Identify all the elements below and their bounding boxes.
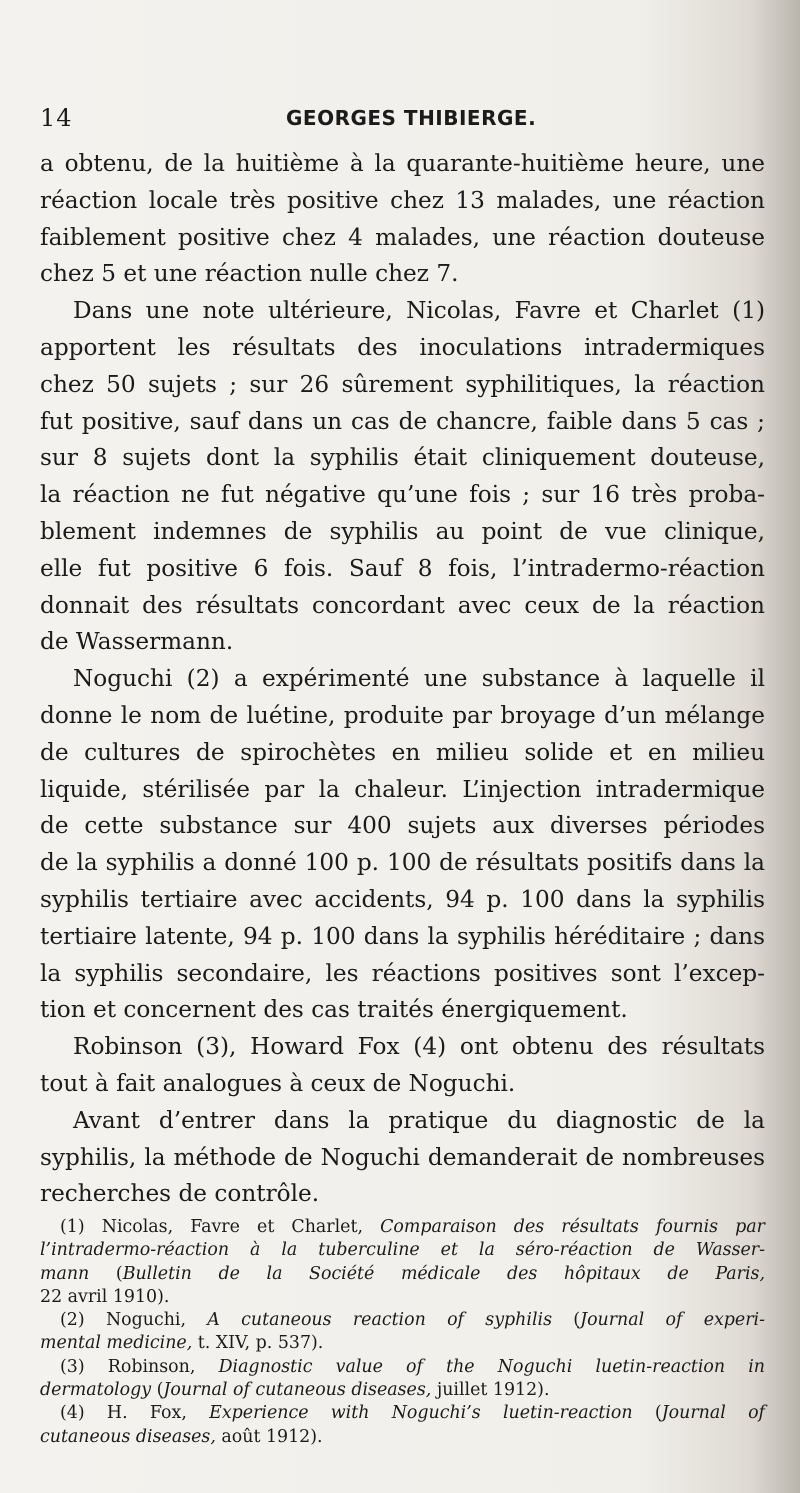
text-line: recherches de contrôle.: [40, 1180, 320, 1208]
text-line: de Wassermann.: [40, 628, 234, 656]
page-header: [40, 104, 770, 140]
footnote-text: (2) Noguchi,: [60, 1310, 208, 1331]
footnote-line: [40, 1379, 765, 1402]
text-line: donne le nom de luétine, produite par broyage d’un mélange: [40, 701, 765, 729]
text-line: donnait des résultats concordant avec ceux de la réaction: [40, 591, 765, 619]
footnote-text: juillet 1912).: [431, 1380, 550, 1401]
text-line: la syphilis secondaire, les réactions positives sont l’excep-: [40, 959, 765, 987]
footnote-text: août 1912).: [215, 1426, 323, 1447]
footnote-line: [40, 1286, 765, 1309]
footnote-1: [40, 1216, 765, 1309]
page-number: 14: [40, 104, 73, 132]
text-line: elle fut positive 6 fois. Sauf 8 fois, l’intradermo-réaction: [40, 554, 765, 582]
text-line: tion et concernent des cas traités énergiquement.: [40, 996, 628, 1024]
footnote-line: [40, 1309, 765, 1332]
footnote-3: [40, 1356, 765, 1403]
text-line: la réaction ne fut négative qu’une fois ; sur 16 très proba-: [40, 481, 765, 509]
footnote-text: (1) Nicolas, Favre et Charlet,: [60, 1217, 381, 1237]
footnote-text: (: [89, 1263, 123, 1284]
footnote-text: t. XIV, p. 537).: [192, 1333, 324, 1354]
footnote-text: (: [552, 1310, 581, 1331]
footnote-italic-text: l’intradermo-réaction à la tuberculine et la séro-réaction de Wasser-: [40, 1240, 765, 1261]
footnote-italic-text: mental medicine,: [40, 1333, 193, 1354]
footnote-italic-text: Experience with Noguchi’s luetin-reaction: [209, 1403, 633, 1424]
text-line: Noguchi (2) a expérimenté une substance à laquelle il: [73, 665, 765, 693]
text-line: Robinson (3), Howard Fox (4) ont obtenu des résultats: [73, 1033, 765, 1061]
footnote-italic-text: Comparaison des résultats fournis par: [380, 1217, 765, 1237]
text-line: de la syphilis a donné 100 p. 100 de résultats positifs dans la: [40, 849, 765, 877]
footnote-text: 22 avril 1910).: [40, 1286, 170, 1307]
text-line: faiblement positive chez 4 malades, une réaction douteuse: [40, 223, 765, 251]
text-line: réaction locale très positive chez 13 malades, une réaction: [40, 186, 765, 214]
text-line: tout à fait analogues à ceux de Noguchi.: [40, 1069, 516, 1097]
footnote-italic-text: Journal of cutaneous diseases,: [163, 1380, 432, 1401]
text-line: chez 50 sujets ; sur 26 sûrement syphilitiques, la réaction: [40, 370, 765, 398]
footnote-italic-text: Diagnostic value of the Noguchi luetin-reaction in: [218, 1356, 765, 1377]
footnote-italic-text: Journal of: [661, 1403, 765, 1424]
footnote-italic-text: mann: [40, 1263, 90, 1284]
footnote-italic-text: dermatology: [40, 1380, 152, 1401]
footnote-line: [40, 1239, 765, 1262]
footnote-2: [40, 1309, 765, 1356]
footnote-line: [40, 1332, 765, 1355]
text-line: syphilis tertiaire avec accidents, 94 p. 100 dans la syphilis: [40, 885, 765, 913]
footnote-line: [40, 1263, 765, 1286]
text-line: Avant d’entrer dans la pratique du diagnostic de la: [73, 1106, 765, 1134]
text-line: blement indemnes de syphilis au point de vue clinique,: [40, 517, 765, 545]
text-line: a obtenu, de la huitième à la quarante-huitième heure, une: [40, 150, 765, 177]
footnote-italic-text: A cutaneous reaction of syphilis: [207, 1310, 552, 1331]
text-line: de cultures de spirochètes en milieu solide et en milieu: [40, 738, 765, 766]
footnote-line: [40, 1216, 765, 1239]
footnote-line: [40, 1356, 765, 1379]
footnote-italic-text: Journal of experi-: [580, 1310, 765, 1331]
text-line: Dans une note ultérieure, Nicolas, Favre et Charlet (1): [73, 297, 765, 325]
running-head: GEORGES THIBIERGE.: [286, 106, 537, 130]
text-line: apportent les résultats des inoculations intradermiques: [40, 333, 765, 361]
text-line: fut positive, sauf dans un cas de chancre, faible dans 5 cas ;: [40, 407, 765, 435]
footnote-4: [40, 1402, 765, 1449]
footnote-text: (: [632, 1403, 662, 1424]
text-line: chez 5 et une réaction nulle chez 7.: [40, 260, 459, 288]
text-line: sur 8 sujets dont la syphilis était cliniquement douteuse,: [40, 444, 765, 472]
footnote-text: (4) H. Fox,: [60, 1403, 210, 1424]
footnotes: [40, 1216, 765, 1449]
footnote-text: (: [151, 1380, 164, 1401]
text-line: liquide, stérilisée par la chaleur. L’injection intradermique: [40, 775, 765, 803]
footnote-line: [40, 1402, 765, 1425]
text-line: syphilis, la méthode de Noguchi demanderait de nombreuses: [40, 1143, 765, 1171]
text-line: de cette substance sur 400 sujets aux diverses périodes: [40, 812, 765, 840]
footnote-line: [40, 1426, 765, 1449]
footnote-italic-text: cutaneous diseases,: [40, 1426, 216, 1447]
text-line: tertiaire latente, 94 p. 100 dans la syphilis héréditaire ; dans: [40, 922, 765, 950]
footnote-italic-text: Bulletin de la Société médicale des hôpitaux de Paris,: [122, 1263, 765, 1284]
body-text: [40, 146, 765, 1213]
footnote-text: (3) Robinson,: [60, 1356, 219, 1377]
